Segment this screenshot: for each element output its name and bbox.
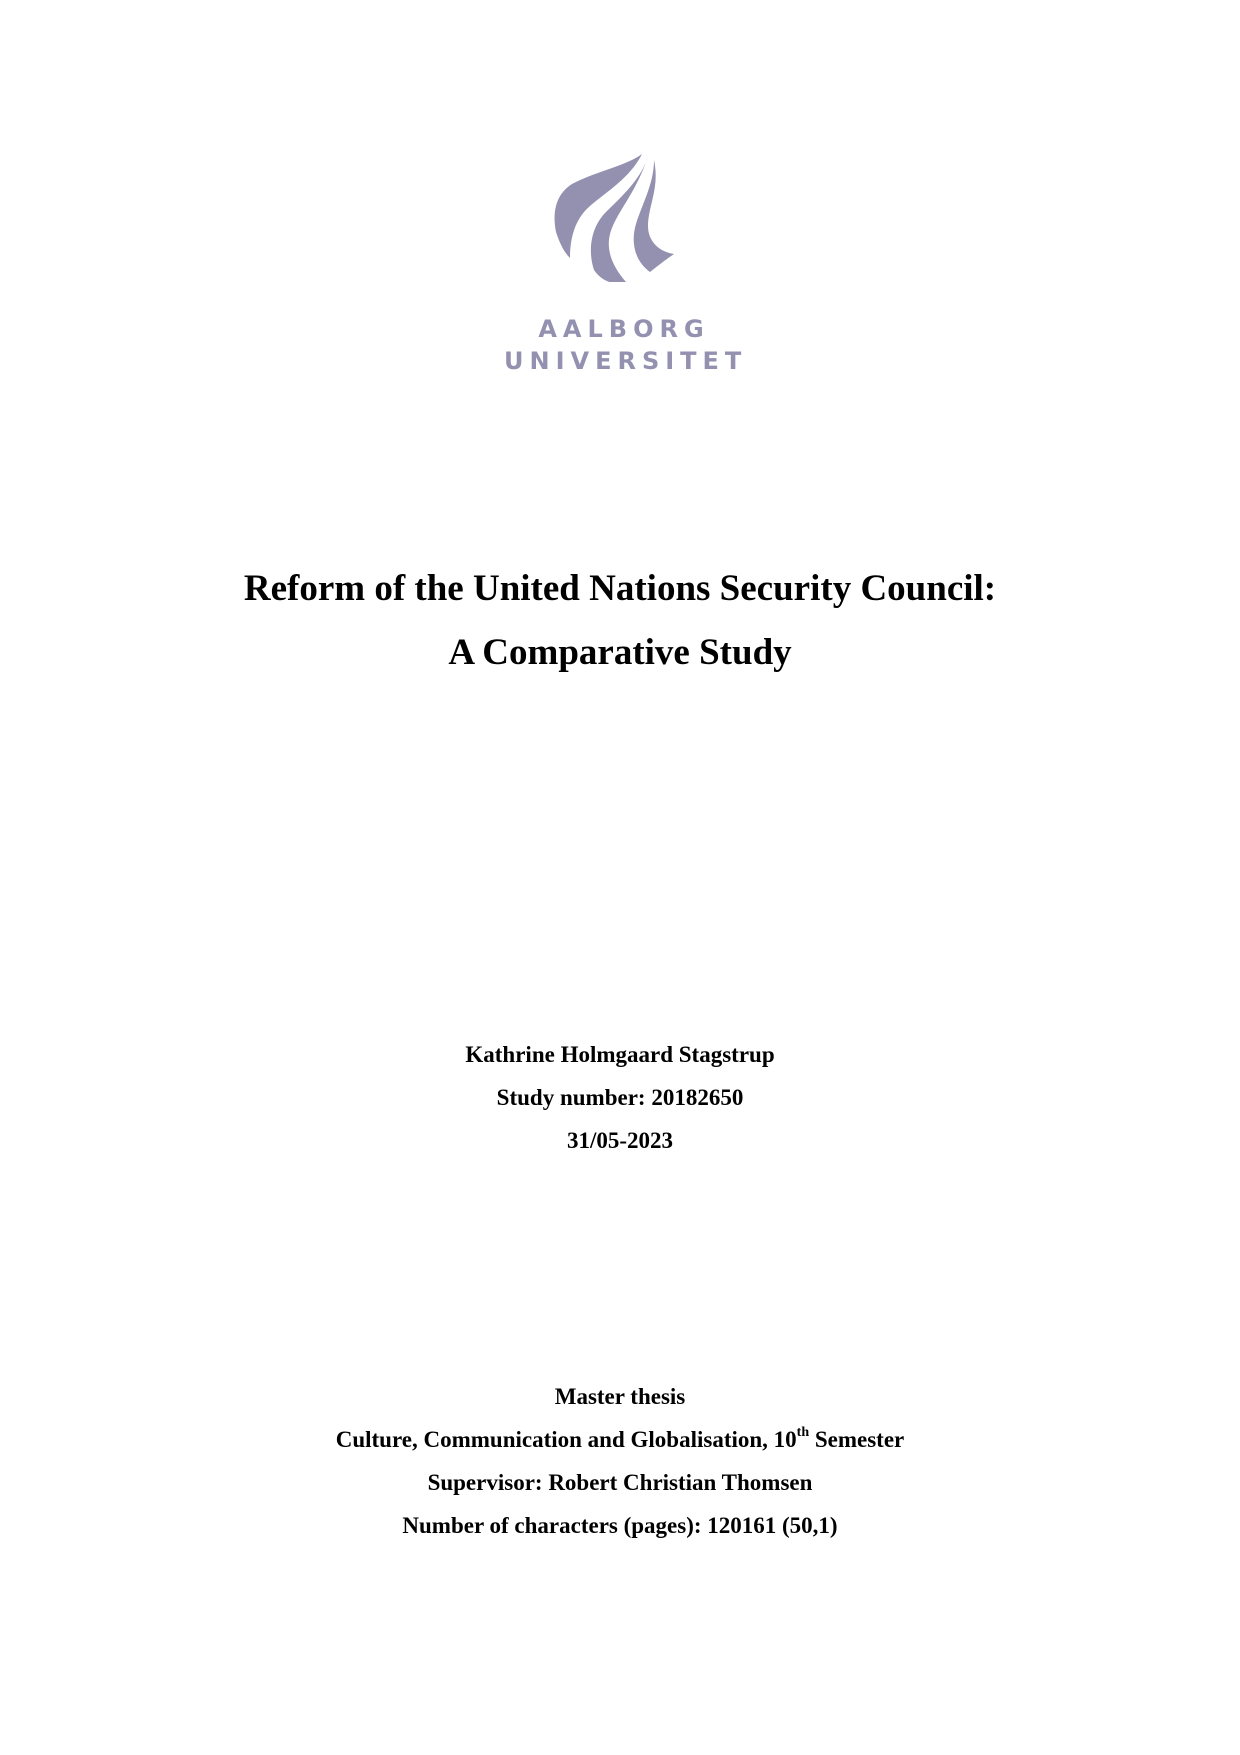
study-number: Study number: 20182650 bbox=[496, 1085, 744, 1110]
thesis-info-block bbox=[0, 1375, 1240, 1547]
character-count: Number of characters (pages): 120161 (50,1) bbox=[402, 1513, 838, 1538]
aalborg-wave-logo-icon bbox=[550, 148, 680, 282]
thesis-title bbox=[0, 557, 1240, 685]
supervisor: Supervisor: Robert Christian Thomsen bbox=[427, 1470, 813, 1495]
title-line-2: A Comparative Study bbox=[448, 632, 792, 673]
study-program-suffix: Semester bbox=[809, 1427, 905, 1452]
university-logo bbox=[500, 140, 748, 380]
author-block bbox=[0, 1033, 1240, 1162]
logo-text-aalborg: AALBORG bbox=[538, 315, 710, 343]
author-name: Kathrine Holmgaard Stagstrup bbox=[465, 1042, 775, 1067]
thesis-type: Master thesis bbox=[554, 1384, 686, 1409]
semester-ordinal-suffix: th bbox=[796, 1425, 810, 1441]
title-line-1: Reform of the United Nations Security Council: bbox=[243, 568, 997, 609]
study-program bbox=[0, 1418, 1240, 1461]
study-program-prefix: Culture, Communication and Globalisation, 10 bbox=[335, 1427, 797, 1452]
submission-date: 31/05-2023 bbox=[566, 1128, 674, 1153]
logo-text-universitet: UNIVERSITET bbox=[504, 347, 748, 375]
